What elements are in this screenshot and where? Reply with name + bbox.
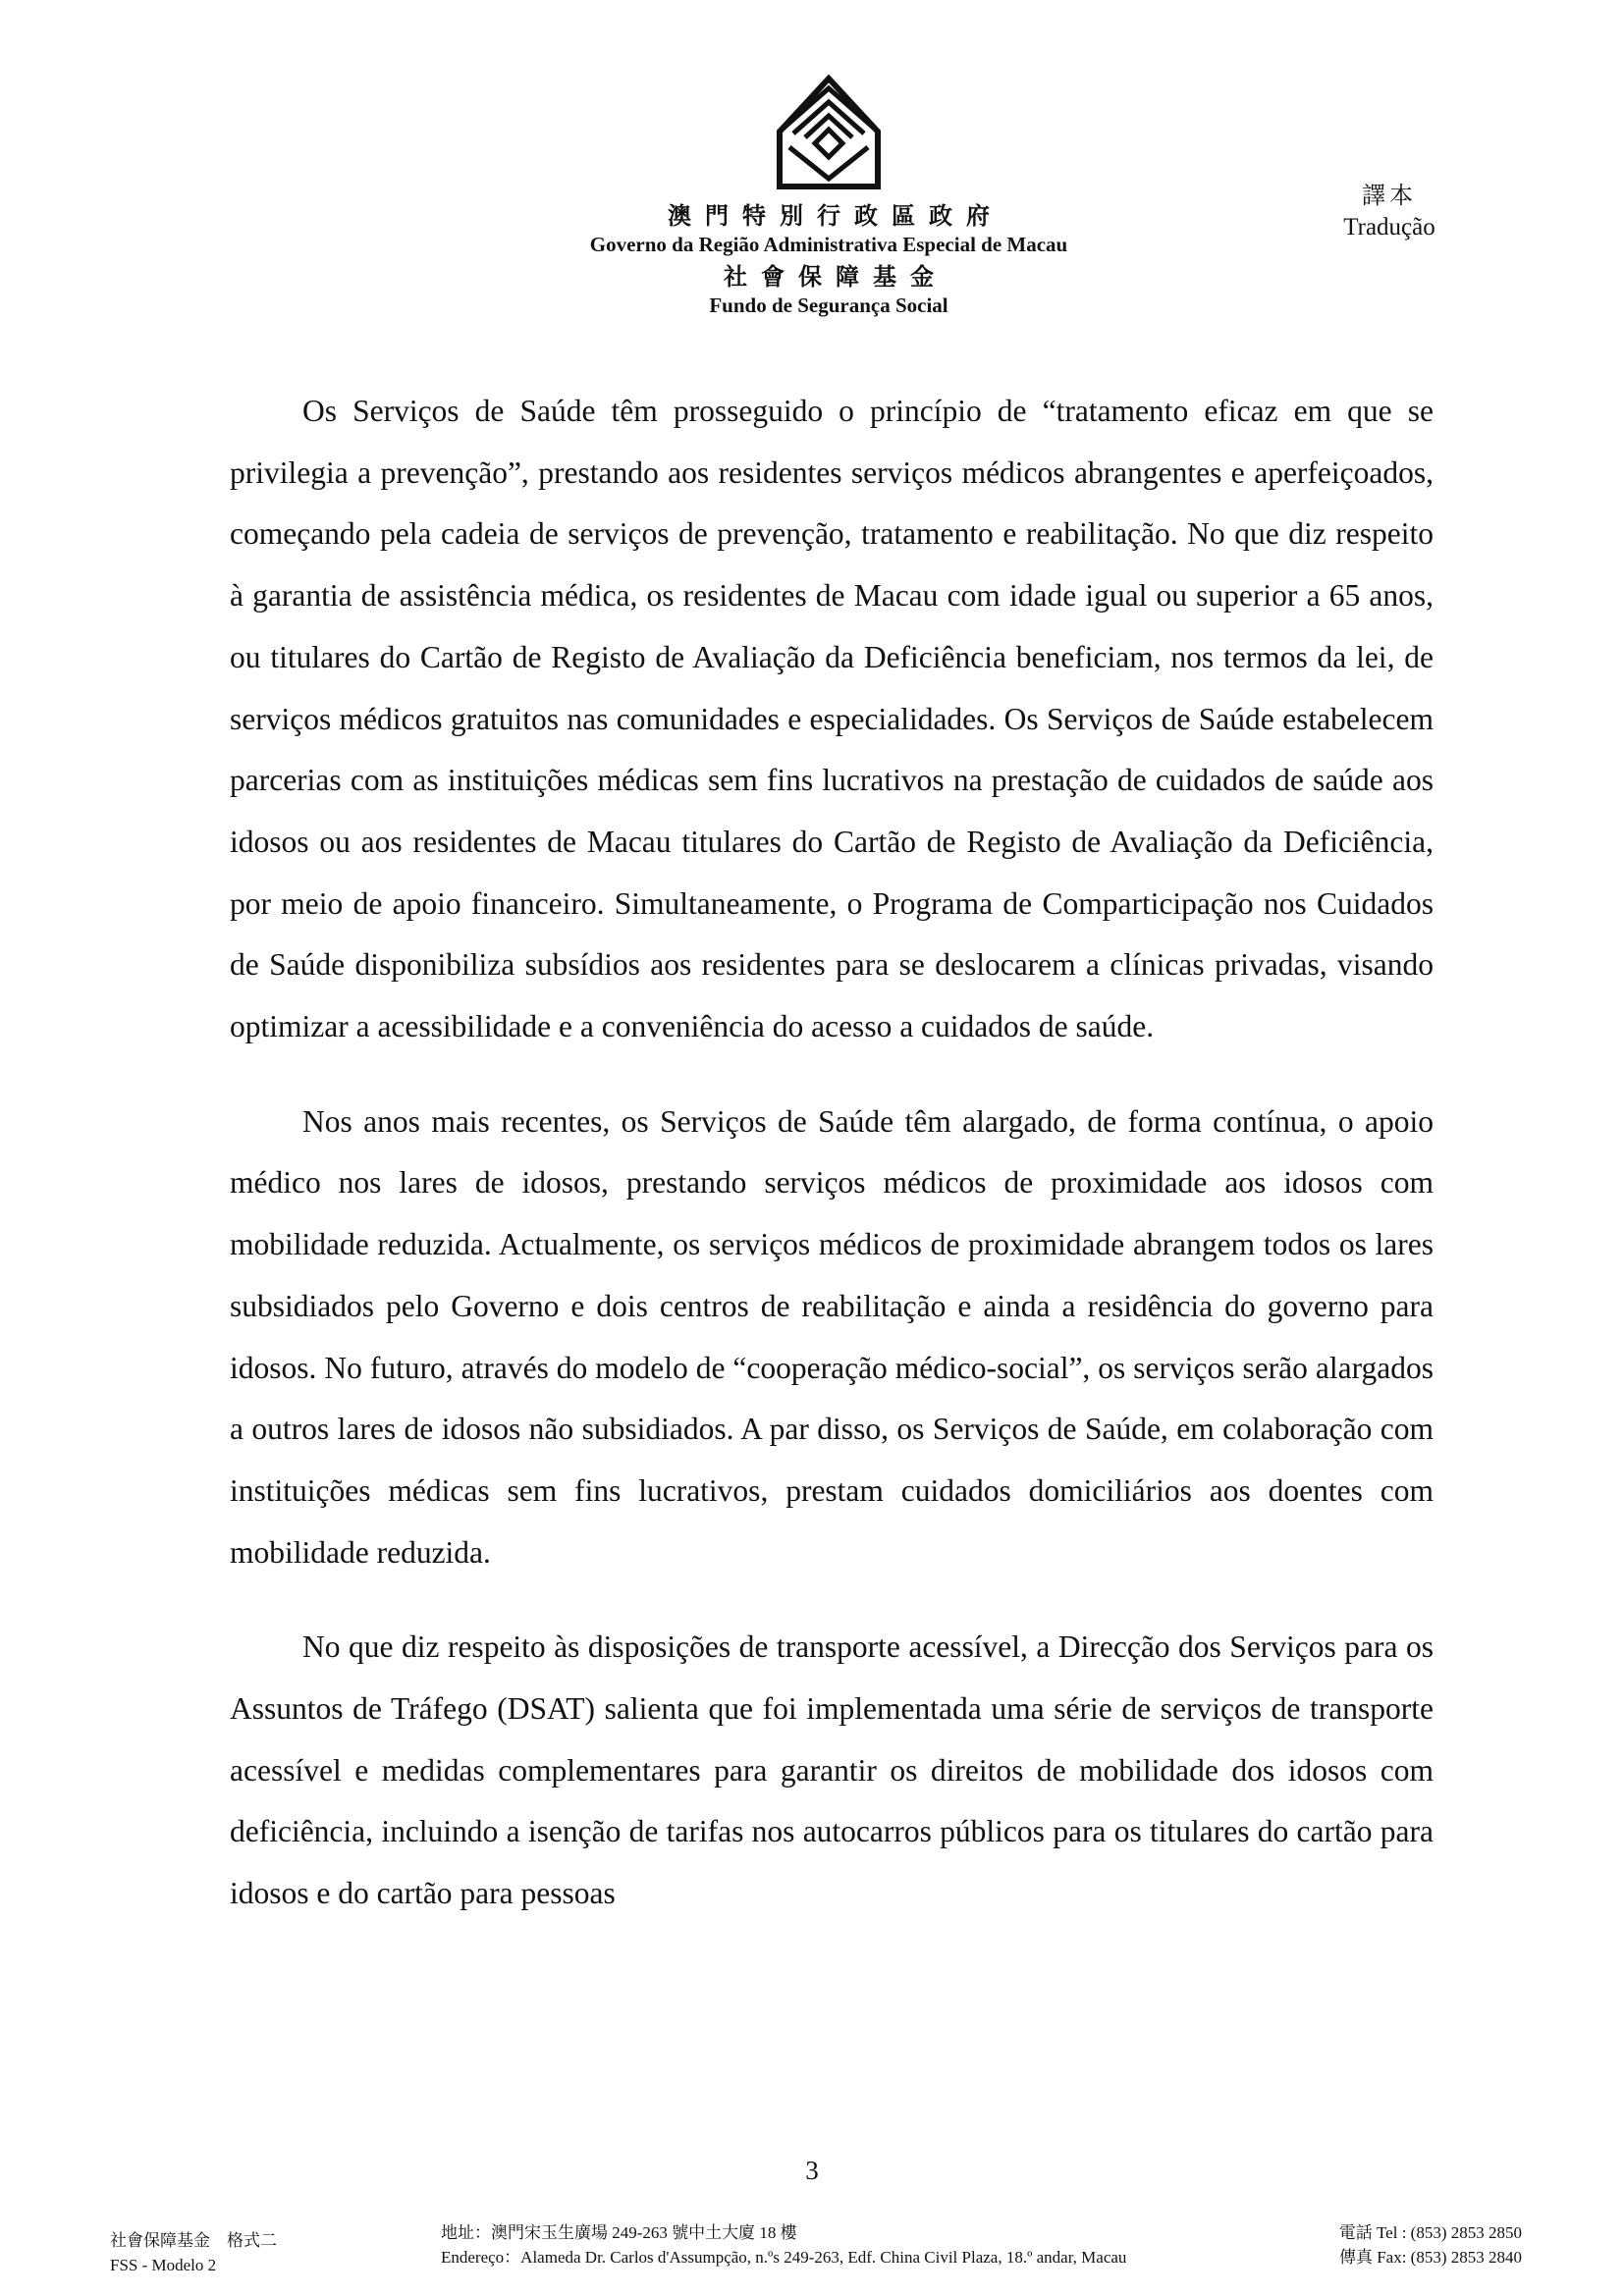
body-paragraph-2: Nos anos mais recentes, os Serviços de Saúde têm alargado, de forma contínua, o apoio médico nos lares de idosos, prestando serviços médicos de proximidade aos idosos com mobilidade reduzida. Actualmente, os serviços médicos de proximidade abrangem todos os lares subsidiados pelo Governo e dois centros de reabilitação e ainda a residência do governo para idosos. No futuro, através do modelo de “cooperação médico-social”, os serviços serão alargados a outros lares de idosos não subsidiados. A par disso, os Serviços de Saúde, em colaboração com instituições médicas sem fins lucrativos, prestam cuidados domiciliários aos doentes com mobilidade reduzida. [230,1103,1434,1570]
address-portuguese: Endereço：Alameda Dr. Carlos d'Assumpção, n.ºs 249-263, Edf. China Civil Plaza, 18.º andar, Macau [441,2248,1127,2267]
organization-name-block [471,202,1186,324]
translation-label-chinese: 譯本 [1362,184,1417,209]
body-paragraph-1: Os Serviços de Saúde têm prosseguido o princípio de “tratamento eficaz em que se privilegia a prevenção”, prestando aos residentes serviços médicos abrangentes e aperfeiçoados, começando pela cadeia de serviços de prevenção, tratamento e reabilitação. No que diz respeito à garantia de assistência médica, os residentes de Macau com idade igual ou superior a 65 anos, ou titulares do Cartão de Registo de Avaliação da Deficiência beneficiam, nos termos da lei, de serviços médicos gratuitos nas comunidades e especialidades. Os Serviços de Saúde estabelecem parcerias com as instituições médicas sem fins lucrativos na prestação de cuidados de saúde aos idosos ou aos residentes de Macau titulares do Cartão de Registo de Avaliação da Deficiência, por meio de apoio financeiro. Simultaneamente, o Programa de Comparticipação nos Cuidados de Saúde disponibiliza subsídios aos residentes para se deslocarem a clínicas privadas, visando optimizar a acessibilidade e a conveniência do acesso a cuidados de saúde. [230,394,1434,1044]
government-emblem-logo [776,75,882,190]
form-code-portuguese: FSS - Modelo 2 [110,2256,217,2274]
fund-name-portuguese: Fundo de Segurança Social [709,294,948,317]
page-footer [0,2220,1624,2279]
fax-number: 傳真 Fax: (853) 2853 2840 [1338,2248,1522,2267]
translation-label [1306,181,1473,243]
translation-label-portuguese: Tradução [1343,214,1435,240]
form-code-block [110,2228,277,2277]
page-number: 3 [805,2156,819,2185]
letterhead [0,0,1624,334]
government-name-chinese: 澳門特別行政區政府 [668,204,1003,230]
address-chinese: 地址：澳門宋玉生廣場 249-263 號中土大廈 18 樓 [441,2223,797,2242]
document-body [230,381,1434,1958]
government-name-portuguese: Governo da Região Administrativa Especial de Macau [589,233,1068,256]
contact-block [1245,2220,1522,2269]
telephone-number: 電話 Tel : (853) 2853 2850 [1338,2223,1522,2242]
body-paragraph-3: No que diz respeito às disposições de transporte acessível, a Direcção dos Serviços para os Assuntos de Tráfego (DSAT) salienta que foi implementada uma série de serviços de transporte acessível e medidas complementares para garantir os direitos de mobilidade dos idosos com deficiência, incluindo a isenção de tarifas nos autocarros públicos para os titulares do cartão para idosos e do cartão para pessoas [230,1629,1434,1911]
fund-name-chinese: 社會保障基金 [724,265,947,291]
form-code-chinese: 社會保障基金 格式二 [110,2231,277,2250]
address-block [441,2220,1126,2269]
